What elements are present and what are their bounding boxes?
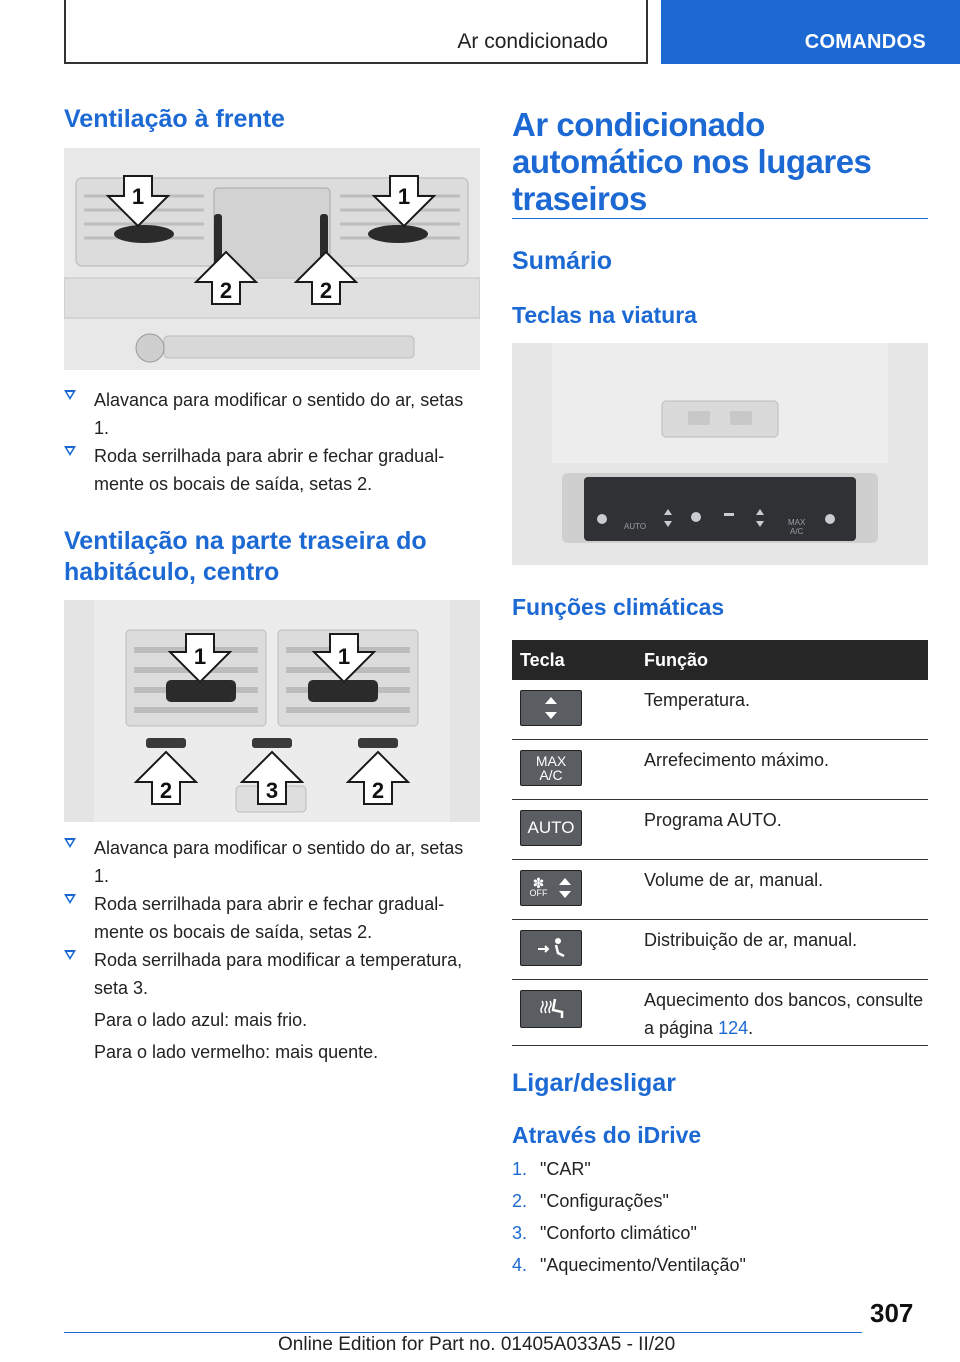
bullet-triangle-icon xyxy=(64,838,76,848)
rear-label-2-left: 2 xyxy=(159,778,173,803)
rear-ventilation-illustration xyxy=(64,600,480,822)
panel-ac-label: A/C xyxy=(790,527,804,536)
footer-rule xyxy=(64,1332,862,1333)
auto-icon: AUTO xyxy=(520,810,582,846)
rear-label-2-right: 2 xyxy=(371,778,385,803)
edition-footer: Online Edition for Part no. 01405A033A5 - II/20 xyxy=(278,1334,676,1355)
seat-heating-text: Aquecimento dos bancos, consulte a página 124. xyxy=(644,990,924,1038)
front-ventilation-illustration xyxy=(64,148,480,370)
fan-volume-icon: ✽ OFF xyxy=(520,870,582,906)
temperature-arrows-icon xyxy=(520,690,582,726)
panel-max-label: MAX xyxy=(788,518,806,527)
bullet-triangle-icon xyxy=(64,390,76,400)
label-1-right: 1 xyxy=(397,184,411,209)
seat-heating-icon xyxy=(520,990,582,1028)
bullet-triangle-icon xyxy=(64,894,76,904)
label-2-right: 2 xyxy=(319,278,333,303)
rear-note-cold: Para o lado azul: mais frio. xyxy=(94,1010,308,1030)
rear-label-1-right: 1 xyxy=(337,644,351,669)
max-ac-icon: MAX A/C xyxy=(520,750,582,786)
idrive-heading: Através do iDrive xyxy=(512,1122,702,1148)
rear-ac-heading: Ar condicionado automático nos lugares traseiros xyxy=(512,106,872,217)
front-ventilation-heading: Ventilação à frente xyxy=(64,105,285,133)
panel-auto-label: AUTO xyxy=(624,522,647,531)
table-row: ✽ OFF Volume de ar, manual. xyxy=(512,860,928,920)
col-function-header: Função xyxy=(644,650,709,670)
rear-note-warm: Para o lado vermelho: mais quente. xyxy=(94,1042,379,1062)
rear-ventilation-figure xyxy=(64,600,480,822)
rear-ventilation-heading: Ventilação na parte traseira do habitáculo, centro xyxy=(64,527,427,586)
summary-heading: Sumário xyxy=(512,247,613,275)
header-chapter-tab[interactable]: COMANDOS xyxy=(661,0,960,64)
label-1-left: 1 xyxy=(131,184,145,209)
functions-table xyxy=(512,640,928,1046)
table-header xyxy=(512,640,928,680)
rear-climate-panel-illustration xyxy=(512,343,928,565)
table-row xyxy=(512,980,928,1046)
rear-climate-panel-figure xyxy=(512,343,928,565)
page-number: 307 xyxy=(870,1298,914,1328)
col-key-header: Tecla xyxy=(520,650,565,670)
rear-label-1-left: 1 xyxy=(193,644,207,669)
page-ref-link[interactable]: 124 xyxy=(718,1018,749,1038)
header-section-title: Ar condicionado xyxy=(457,30,608,53)
table-row: AUTO Programa AUTO. xyxy=(512,800,928,860)
table-row: MAX A/C Arrefecimento máximo. xyxy=(512,740,928,800)
functions-heading: Funções climáticas xyxy=(512,594,725,620)
on-off-heading: Ligar/desligar xyxy=(512,1069,676,1097)
front-ventilation-figure xyxy=(64,148,480,370)
table-row: Distribuição de ar, manual. xyxy=(512,920,928,980)
heading-rule xyxy=(512,218,928,219)
air-distribution-icon xyxy=(520,930,582,966)
bullet-triangle-icon xyxy=(64,950,76,960)
bullet-triangle-icon xyxy=(64,446,76,456)
table-row: Temperatura. xyxy=(512,680,928,740)
rear-label-3: 3 xyxy=(265,778,279,803)
keys-heading: Teclas na viatura xyxy=(512,302,697,328)
label-2-left: 2 xyxy=(219,278,233,303)
